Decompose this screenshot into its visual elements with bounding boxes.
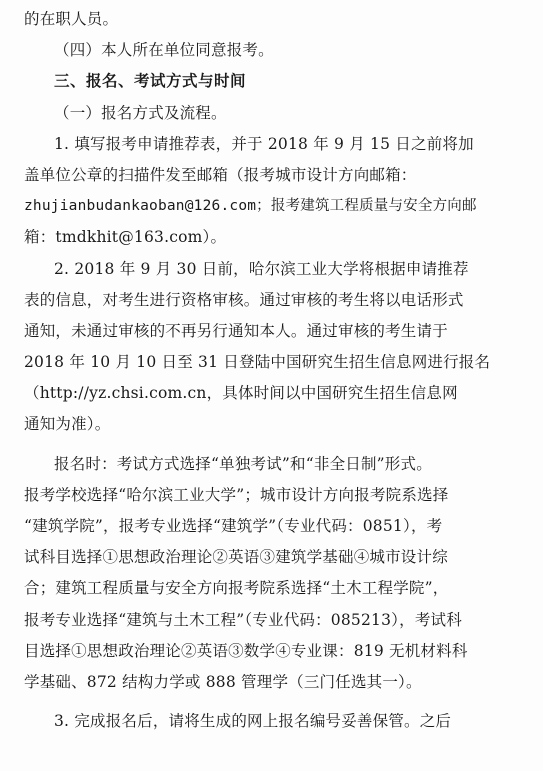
text-line: 的在职人员。 (24, 10, 119, 28)
text-line: 通知为准）。 (24, 415, 111, 434)
text-line: 报考专业选择“建筑与土木工程”（专业代码：085213），考试科 (24, 610, 462, 629)
subsection-heading: （一）报名方式及流程。 (54, 103, 227, 122)
text-line: 表的信息，对考生进行资格审核。通过审核的考生将以电话形式 (24, 290, 464, 309)
registration-paragraph-start: 报名时：考试方式选择“单独考试”和“非全日制”形式。 (54, 454, 432, 473)
text-line: 报考学校选择“哈尔滨工业大学”；城市设计方向报考院系选择 (24, 485, 449, 504)
text-line: 箱：tmdkhit@163.com）。 (24, 228, 227, 247)
step-3-line: 3. 完成报名后，请将生成的网上报名编号妥善保管。之后 (54, 712, 452, 731)
text-line: “建筑学院”，报考专业选择“建筑学”（专业代码：0851），考 (24, 517, 443, 535)
step-1-line: 1. 填写报考申请推荐表，并于 2018 年 9 月 15 日之前将加 (54, 134, 474, 153)
text-line: 目选择①思想政治理论②英语③数学④专业课：819 无机材料科 (24, 641, 468, 660)
condition-item-4: （四）本人所在单位同意报考。 (54, 41, 274, 60)
text-line: 合；建筑工程质量与安全方向报考院系选择“土木工程学院”， (24, 579, 449, 598)
section-heading: 三、报名、考试方式与时间 (54, 72, 247, 91)
paragraph-gap (24, 441, 523, 449)
text-line: 盖单位公章的扫描件发至邮箱（报考城市设计方向邮箱： (24, 165, 417, 184)
url-line: （http://yz.chsi.com.cn，具体时间以中国研究生招生信息网 (24, 384, 458, 403)
text-line: 试科目选择①思想政治理论②英语③建筑学基础④城市设计综 (24, 548, 448, 567)
paragraph-gap (24, 698, 523, 706)
text-line: 2018 年 10 月 10 日至 31 日登陆中国研究生招生信息网进行报名 (24, 353, 491, 372)
email-line: zhujianbudankaoban@126.com；报考建筑工程质量与安全方向邮 (24, 198, 477, 215)
text-line: 学基础、872 结构力学或 888 管理学（三门任选其一）。 (24, 672, 422, 691)
step-2-line: 2. 2018 年 9 月 30 日前，哈尔滨工业大学将根据申请推荐 (54, 259, 469, 278)
text-line: 通知，未通过审核的不再另行通知本人。通过审核的考生请于 (24, 321, 448, 340)
